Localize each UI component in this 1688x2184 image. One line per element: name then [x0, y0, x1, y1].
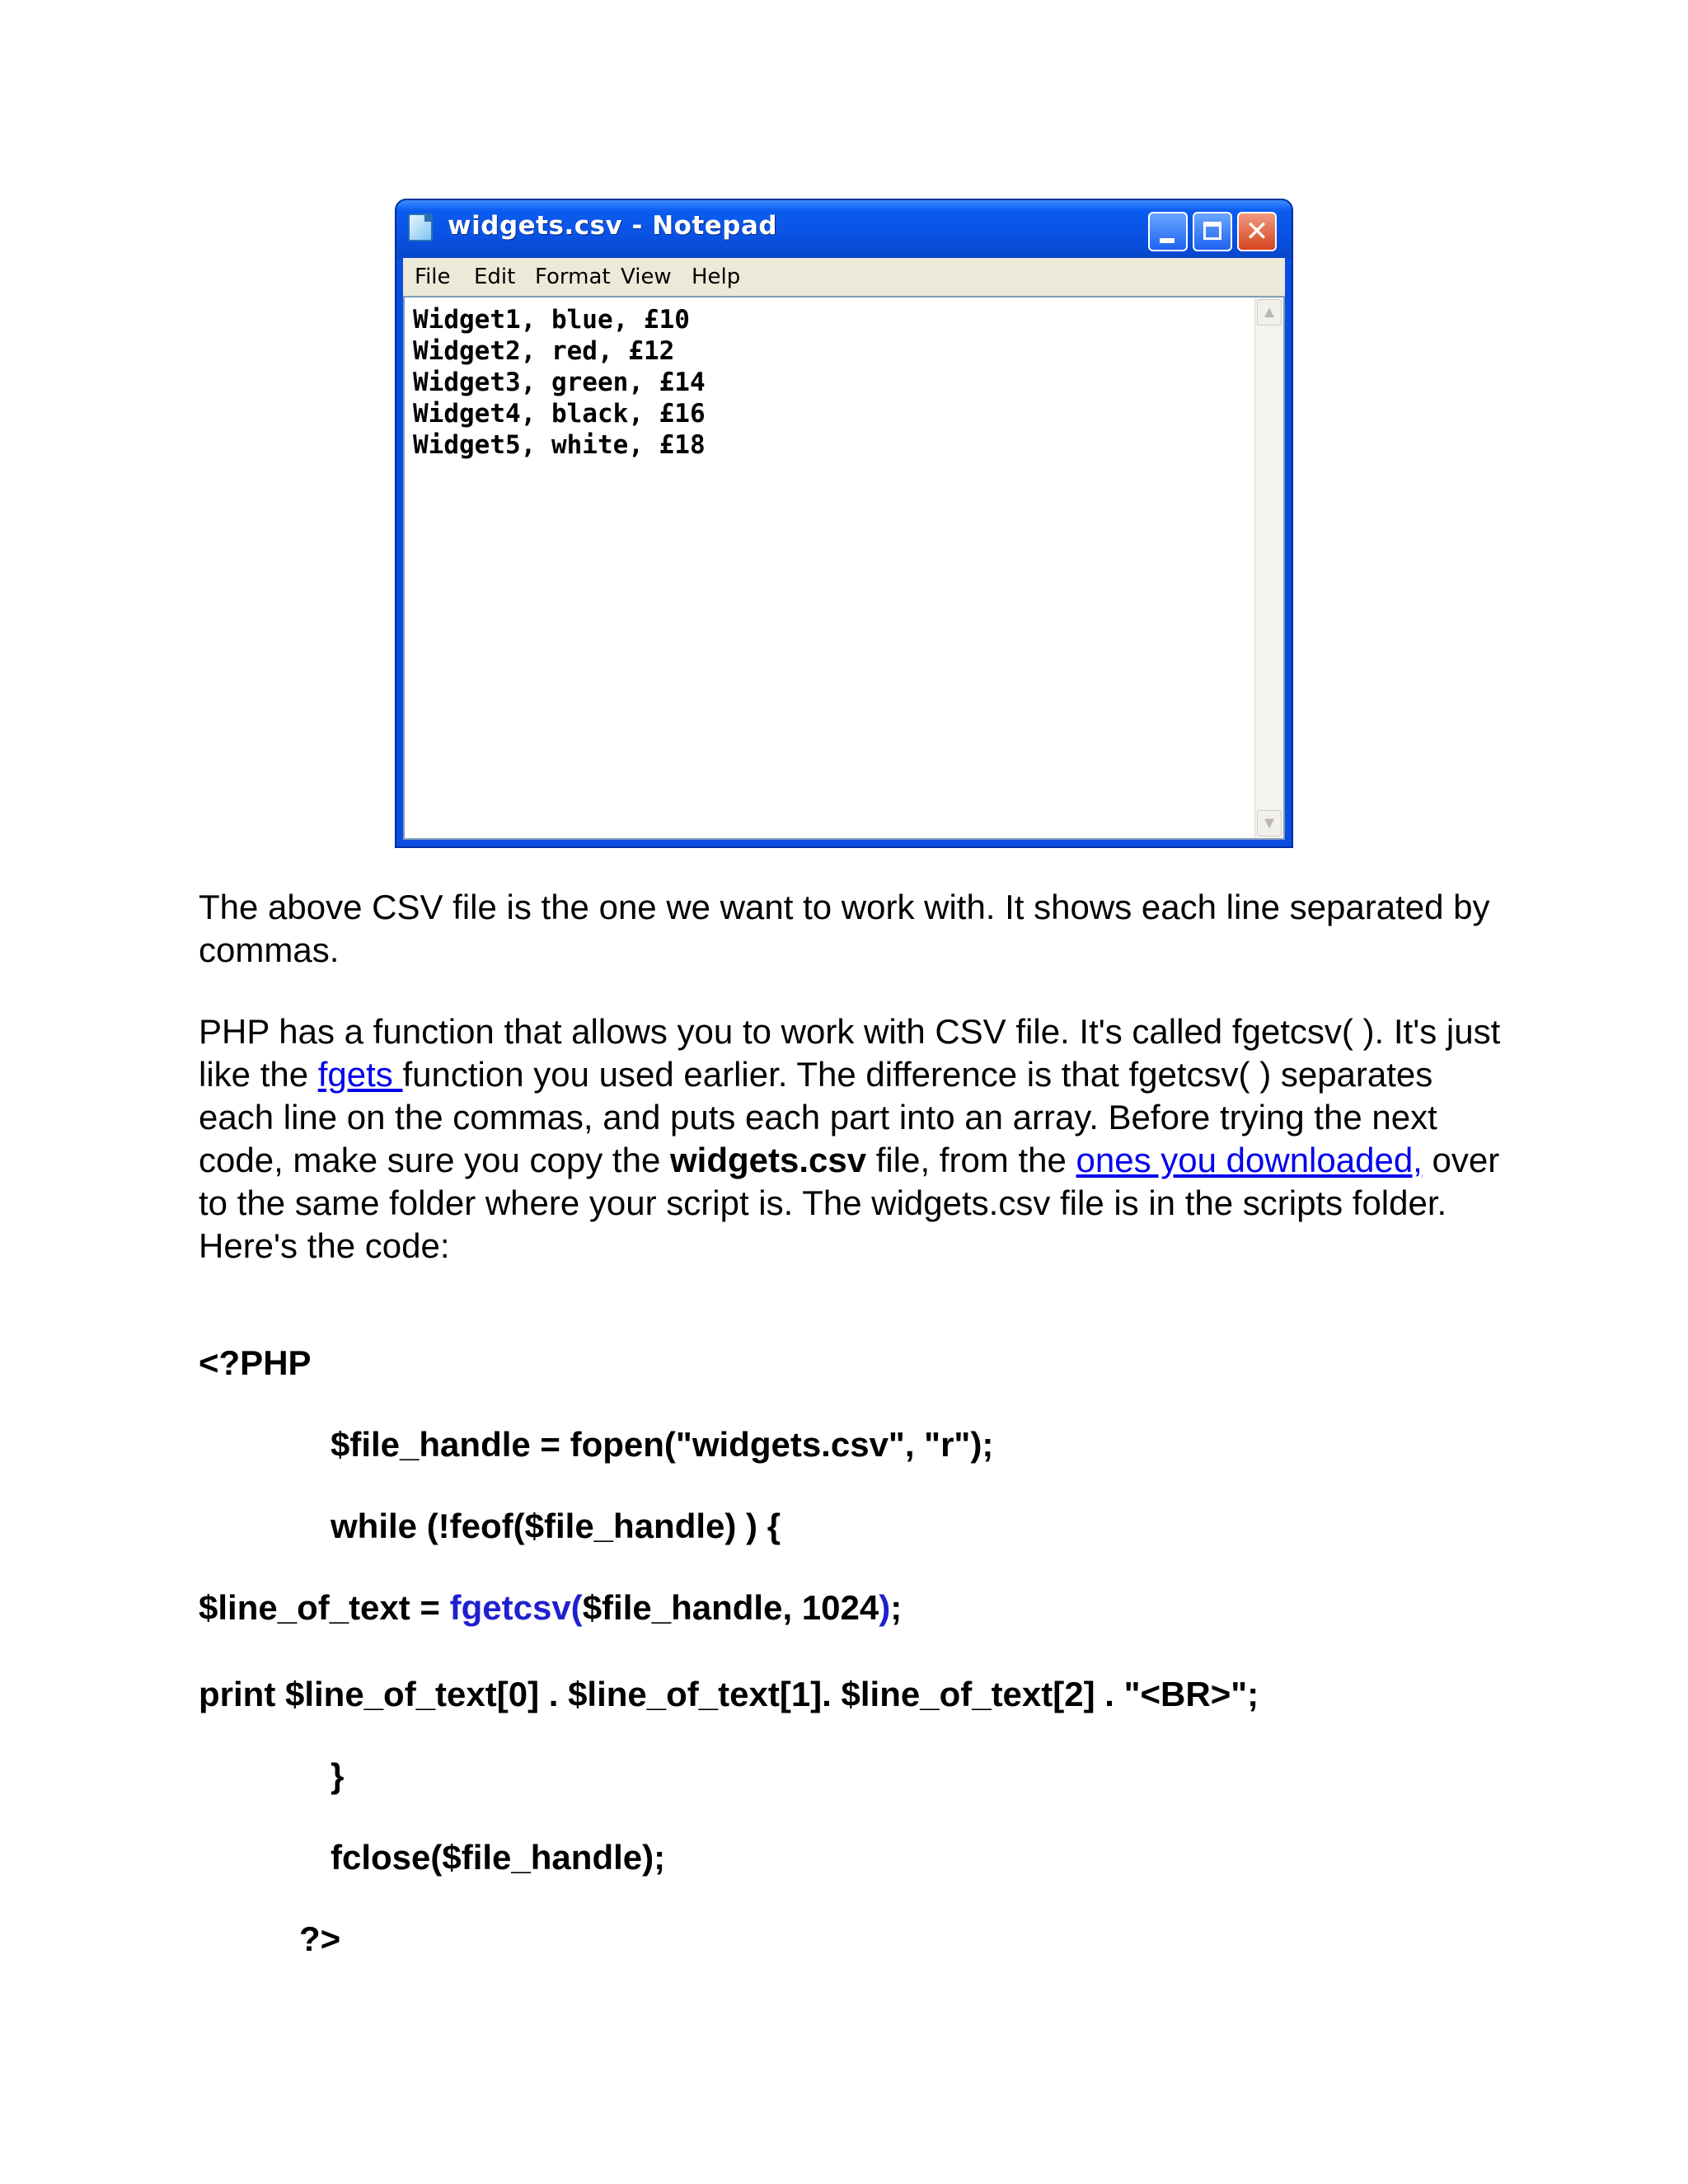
notepad-icon	[408, 213, 433, 241]
close-icon: ✕	[1245, 215, 1269, 248]
csv-line: Widget4, black, £16	[413, 399, 706, 429]
text-run: function you used earlier. The difference is that fgetcsv( ) separates each line on the commas, and puts each part into an array. Before trying the next code, make sure you copy the	[199, 1055, 1437, 1179]
menu-format[interactable]: Format	[535, 265, 611, 289]
vertical-scrollbar[interactable]	[1254, 298, 1283, 838]
close-button[interactable]	[1237, 212, 1277, 251]
menu-view[interactable]: View	[621, 265, 672, 289]
menu-bar	[403, 258, 1285, 297]
menu-edit[interactable]: Edit	[474, 265, 516, 289]
csv-line: Widget3, green, £14	[413, 368, 706, 397]
downloads-link[interactable]: ones you downloaded,	[1076, 1141, 1423, 1179]
csv-line: Widget5, white, £18	[413, 430, 706, 460]
scroll-down-button[interactable]: ▼	[1257, 810, 1282, 837]
text-run: PHP has a function that allows you to work with CSV file. It's called fgetcsv( ). It's just like the	[199, 1012, 1501, 1094]
csv-line: Widget2, red, £12	[413, 336, 675, 366]
code-function-name: fgetcsv(	[449, 1588, 583, 1627]
code-line-while: while (!feof($file_handle) ) {	[331, 1507, 781, 1545]
intro-paragraph: The above CSV file is the one we want to work with. It shows each line separated by commas.	[199, 888, 1490, 969]
code-token: $line_of_text =	[199, 1588, 450, 1627]
text-run: over to the same folder where your script is. The widgets.csv file is in the scripts folder. Here's the code:	[199, 1141, 1500, 1265]
scroll-up-button[interactable]: ▲	[1257, 299, 1282, 326]
minimize-icon	[1160, 238, 1175, 243]
code-line-php-close: ?>	[299, 1919, 341, 1958]
fgets-link[interactable]: fgets	[317, 1055, 403, 1094]
code-line-print: print $line_of_text[0] . $line_of_text[1]. $line_of_text[2] . "<BR>";	[199, 1675, 1259, 1713]
code-token: $file_handle, 1024	[582, 1588, 879, 1627]
code-line-php-open: <?PHP	[199, 1343, 312, 1382]
title-bar[interactable]	[396, 200, 1292, 258]
maximize-icon	[1203, 222, 1221, 240]
text-run: file, from the	[866, 1141, 1076, 1179]
code-line-fgetcsv	[199, 1586, 902, 1629]
menu-help[interactable]: Help	[692, 265, 741, 289]
minimize-button[interactable]	[1148, 212, 1188, 251]
text-editor-area[interactable]	[403, 296, 1285, 840]
code-close-paren: )	[879, 1588, 891, 1627]
code-token: ;	[890, 1588, 903, 1627]
code-line-fopen: $file_handle = fopen("widgets.csv", "r");	[331, 1425, 994, 1464]
code-line-close-brace: }	[331, 1756, 345, 1795]
window-title: widgets.csv - Notepad	[448, 211, 778, 241]
menu-file[interactable]: File	[415, 265, 451, 289]
maximize-button[interactable]	[1193, 212, 1232, 251]
filename-bold: widgets.csv	[669, 1141, 867, 1179]
csv-line: Widget1, blue, £10	[413, 305, 690, 335]
explanation-paragraph	[199, 1010, 1517, 1268]
csv-content	[413, 304, 706, 461]
notepad-window	[395, 199, 1293, 848]
code-line-fclose: fclose($file_handle);	[331, 1838, 666, 1877]
